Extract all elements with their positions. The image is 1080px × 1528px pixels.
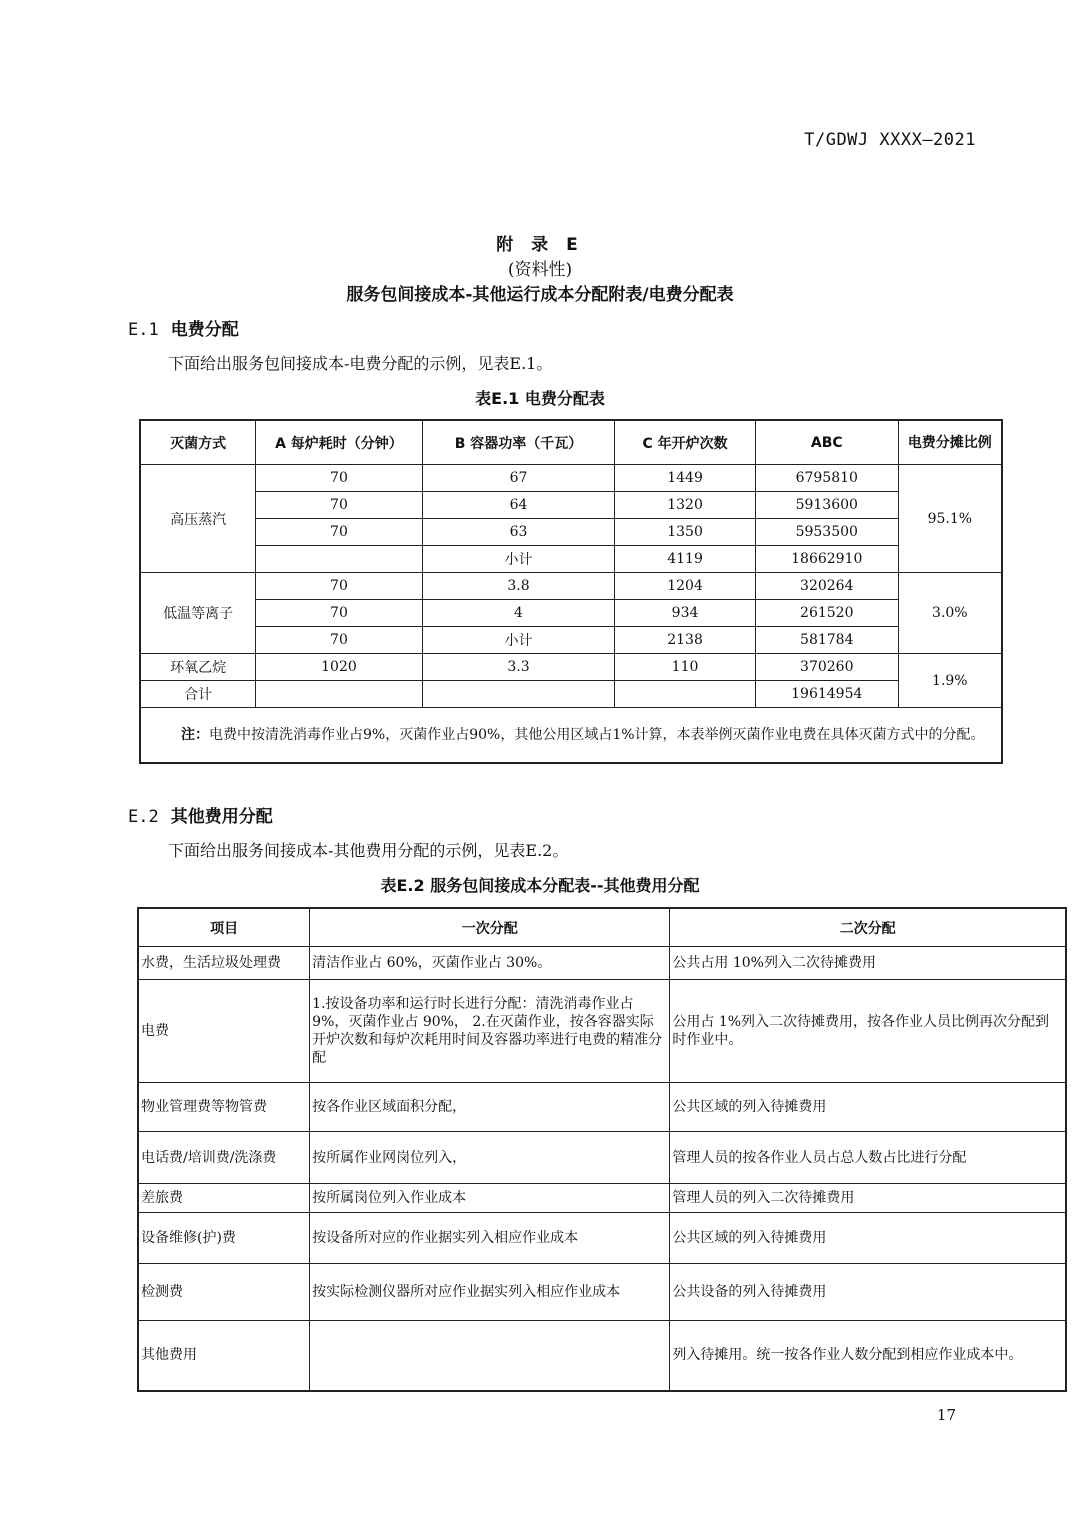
section-title: 电费分配: [170, 320, 239, 340]
table-cell: 63: [422, 519, 614, 546]
table-row: [140, 600, 1002, 627]
table-row: [140, 465, 1002, 492]
table-cell: 64: [422, 492, 614, 519]
table-cell: 370260: [755, 654, 898, 681]
ratio-cell: 3.0%: [898, 573, 1002, 654]
item-cell: 电话费/培训费/洗涤费: [138, 1132, 310, 1184]
appendix-heading: 服务包间接成本-其他运行成本分配附表/电费分配表: [346, 285, 734, 305]
section-e1-heading: [128, 315, 239, 340]
section-title: 其他费用分配: [170, 807, 273, 827]
first-allocation-cell: 按各作业区域面积分配，: [310, 1083, 670, 1132]
first-allocation-cell: 1.按设备功率和运行时长进行分配：清洗消毒作业占 9%，灭菌作业占 90%， 2.在灭菌作业，按各容器实际开炉次数和每炉次耗用时间及容器功率进行电费的精准分配: [310, 980, 670, 1083]
column-header: A 每炉耗时（分钟）: [256, 420, 423, 465]
table-cell: 18662910: [755, 546, 898, 573]
table-cell: 小计: [422, 627, 614, 654]
section-e2-paragraph: 下面给出服务间接成本-其他费用分配的示例，见表E.2。: [168, 841, 569, 860]
item-cell: 物业管理费等物管费: [138, 1083, 310, 1132]
table-cell: 110: [615, 654, 756, 681]
section-e1-paragraph: 下面给出服务包间接成本-电费分配的示例，见表E.1。: [168, 354, 553, 373]
first-allocation-cell: 按所属作业网岗位列入，: [310, 1132, 670, 1184]
table-cell: [422, 681, 614, 708]
second-allocation-cell: 公共占用 10%列入二次待摊费用: [670, 947, 1066, 980]
table-note: [140, 708, 1002, 764]
table-cell: [256, 546, 423, 573]
item-cell: 其他费用: [138, 1321, 310, 1391]
section-number: E.1: [128, 320, 159, 340]
table-cell: 70: [256, 465, 423, 492]
table-cell: 3.8: [422, 573, 614, 600]
column-header: 二次分配: [670, 908, 1066, 947]
table-cell: 5913600: [755, 492, 898, 519]
first-allocation-cell: 按实际检测仪器所对应作业据实列入相应作业成本: [310, 1264, 670, 1321]
first-allocation-cell: 清洁作业占 60%，灭菌作业占 30%。: [310, 947, 670, 980]
table-cell: 70: [256, 627, 423, 654]
table-cell: 1020: [256, 654, 423, 681]
note-text: 电费中按清洗消毒作业占9%，灭菌作业占90%，其他公用区域占1%计算，本表举例灭菌作业电费在具体灭菌方式中的分配。: [209, 727, 985, 743]
table-cell: 581784: [755, 627, 898, 654]
page-number: 17: [936, 1406, 956, 1424]
table-cell: [256, 681, 423, 708]
appendix-title: 附 录 E: [496, 235, 584, 255]
table-cell: 2138: [615, 627, 756, 654]
table-row: [140, 546, 1002, 573]
table-cell: [615, 681, 756, 708]
total-label-cell: 合计: [140, 681, 256, 708]
table-header-row: [138, 908, 1066, 947]
table-cell: 67: [422, 465, 614, 492]
item-cell: 电费: [138, 980, 310, 1083]
table-cell: 3.3: [422, 654, 614, 681]
table-e2-caption: 表E.2 服务包间接成本分配表--其他费用分配: [380, 876, 700, 895]
table-cell: 261520: [755, 600, 898, 627]
item-cell: 水费，生活垃圾处理费: [138, 947, 310, 980]
second-allocation-cell: 公共设备的列入待摊费用: [670, 1264, 1066, 1321]
item-cell: 检测费: [138, 1264, 310, 1321]
column-header: 电费分摊比例: [898, 420, 1002, 465]
table-cell: 70: [256, 600, 423, 627]
ratio-cell: 95.1%: [898, 465, 1002, 573]
table-row: [138, 1184, 1066, 1213]
table-cell: 1204: [615, 573, 756, 600]
table-row: [140, 519, 1002, 546]
second-allocation-cell: 管理人员的列入二次待摊费用: [670, 1184, 1066, 1213]
second-allocation-cell: 管理人员的按各作业人员占总人数占比进行分配: [670, 1132, 1066, 1184]
table-row: [138, 980, 1066, 1083]
document-code: T/GDWJ XXXX—2021: [804, 130, 976, 150]
ratio-cell: 1.9%: [898, 654, 1002, 708]
table-row: [138, 1264, 1066, 1321]
table-cell: 4: [422, 600, 614, 627]
section-e2-heading: [128, 802, 273, 827]
table-row: [140, 627, 1002, 654]
table-row: [140, 573, 1002, 600]
column-header: ABC: [755, 420, 898, 465]
table-cell: 70: [256, 573, 423, 600]
column-header: C 年开炉次数: [615, 420, 756, 465]
table-row: [138, 1213, 1066, 1264]
column-header: B 容器功率（千瓦）: [422, 420, 614, 465]
column-header: 项目: [138, 908, 310, 947]
second-allocation-cell: 公共区域的列入待摊费用: [670, 1213, 1066, 1264]
table-e1-caption: 表E.1 电费分配表: [475, 389, 605, 408]
table-row: [138, 1132, 1066, 1184]
table-cell: 320264: [755, 573, 898, 600]
item-cell: 设备维修(护)费: [138, 1213, 310, 1264]
method-cell: 高压蒸汽: [140, 465, 256, 573]
electricity-allocation-table: [139, 419, 1003, 764]
column-header: 灭菌方式: [140, 420, 256, 465]
table-cell: 19614954: [755, 681, 898, 708]
table-cell: 1320: [615, 492, 756, 519]
table-row: [138, 947, 1066, 980]
table-cell: 70: [256, 492, 423, 519]
table-cell: 5953500: [755, 519, 898, 546]
second-allocation-cell: 列入待摊用。统一按各作业人数分配到相应作业成本中。: [670, 1321, 1066, 1391]
table-cell: 6795810: [755, 465, 898, 492]
second-allocation-cell: 公用占 1%列入二次待摊费用，按各作业人员比例再次分配到时作业中。: [670, 980, 1066, 1083]
column-header: 一次分配: [310, 908, 670, 947]
item-cell: 差旅费: [138, 1184, 310, 1213]
table-cell: 小计: [422, 546, 614, 573]
table-row: [140, 492, 1002, 519]
note-row: [140, 708, 1002, 764]
method-cell: 环氧乙烷: [140, 654, 256, 681]
table-cell: 4119: [615, 546, 756, 573]
table-row: [138, 1321, 1066, 1391]
table-cell: 934: [615, 600, 756, 627]
table-row: [138, 1083, 1066, 1132]
first-allocation-cell: 按所属岗位列入作业成本: [310, 1184, 670, 1213]
table-cell: 1449: [615, 465, 756, 492]
first-allocation-cell: [310, 1321, 670, 1391]
note-label: 注：: [181, 727, 209, 743]
appendix-subtitle: (资料性): [507, 260, 573, 280]
table-row: [140, 654, 1002, 681]
section-number: E.2: [128, 807, 159, 827]
first-allocation-cell: 按设备所对应的作业据实列入相应作业成本: [310, 1213, 670, 1264]
table-cell: 1350: [615, 519, 756, 546]
table-header-row: [140, 420, 1002, 465]
table-cell: 70: [256, 519, 423, 546]
method-cell: 低温等离子: [140, 573, 256, 654]
second-allocation-cell: 公共区域的列入待摊费用: [670, 1083, 1066, 1132]
other-costs-allocation-table: [137, 907, 1067, 1392]
table-row: [140, 681, 1002, 708]
